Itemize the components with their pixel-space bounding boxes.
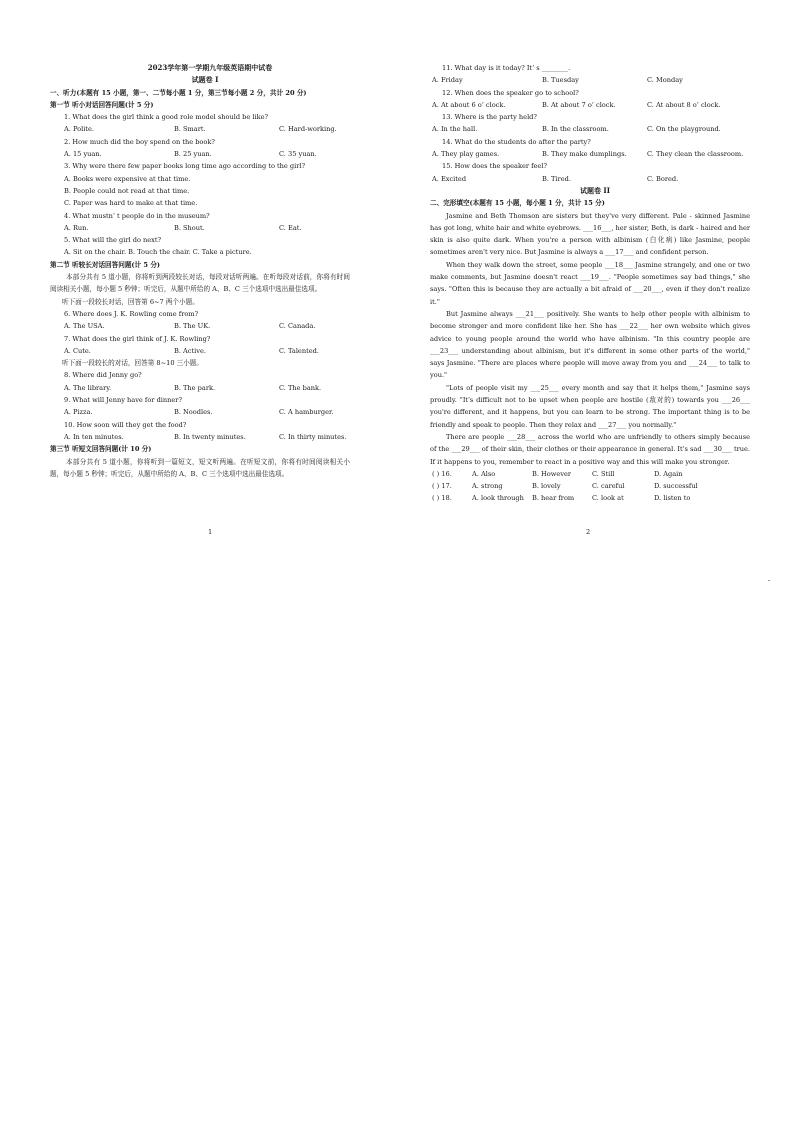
question-14-options: A. They play games. B. They make dumplings. C. They clean the classroom. (432, 150, 744, 159)
question-12-options: A. At about 6 o’ clock. B. At about 7 o’ clock. C. At about 8 o’ clock. (432, 100, 721, 109)
part2-heading: 二、完形填空(本题有 15 小题，每小题 1 分，共计 15 分) (430, 199, 605, 208)
section2-note-2: 听下面一段较长的对话，回答第 8~10 三小题。 (62, 359, 203, 368)
paper-title-1: 试题卷 I (191, 75, 219, 85)
cloze-paragraph-5: There are people ___28___ across the world who are unfriendly to others simply because of the ___29___ of their skin, their clothes or their appearance in general. It's sad ___30___ true. If it happens to you, remember to react in a positive way and this will make you stronger. (430, 432, 750, 466)
question-11: 11. What day is it today? It’ s ________. (442, 64, 571, 72)
question-14: 14. What do the students do after the party? (442, 137, 591, 146)
section3-description: 本部分共有 5 道小题，你将听到一篇短文，短文听两遍。在听短文前，你将有时间阅读相关小题，每小题 5 秒钟；听完后，从题中所给的 A、B、C 三个选项中选出最佳选项。 (50, 457, 350, 478)
page-number-2: 2 (586, 528, 591, 536)
paper-title-2: 试题卷 II (580, 185, 610, 195)
section1-heading: 第一节 听小对话回答问题(计 5 分) (50, 100, 154, 109)
question-15: 15. How does the speaker feel? (442, 162, 547, 171)
question-6: 6. Where does J. K. Rowling come from? (64, 309, 199, 318)
question-10: 10. How soon will they get the food? (64, 420, 187, 429)
question-3: 3. Why were there few paper books long time ago according to the girl? (64, 162, 306, 171)
choice-row-17: ( ) 17. A. strong B. lovely C. careful D. successful (432, 482, 698, 491)
cloze-paragraph-1: Jasmine and Beth Thomson are sisters but they've very different. Pale - skinned Jasmine has got long, white hair and white eyebrows. ___16___, her sister, Beth, is dark - haired and her skin is also quite dark. When you're a person with albinism (白化病) like Jasmine, people sometimes aren't very nice. But Jasmine is always a ___17___ and confident person. (430, 211, 750, 257)
question-1: 1. What does the girl think a good role model should be like? (64, 113, 269, 122)
question-5: 5. What will the girl do next? (64, 236, 162, 245)
question-3-option-c: C. Paper was hard to make at that time. (64, 199, 198, 208)
question-2: 2. How much did the boy spend on the book? (64, 137, 215, 146)
question-13: 13. Where is the party held? (442, 113, 537, 122)
exam-title: 2023学年第一学期九年级英语期中试卷 (147, 63, 273, 72)
question-1-options: A. Polite. B. Smart. C. Hard-working. (64, 125, 337, 134)
section2-heading: 第二节 听较长对话回答问题(计 5 分) (50, 260, 161, 269)
question-8: 8. Where did Jenny go? (64, 371, 142, 380)
question-4: 4. What mustn’ t people do in the museum? (64, 211, 210, 220)
question-9-options: A. Pizza. B. Noodles. C. A hamburger. (64, 408, 334, 417)
question-15-options: A. Excited B. Tired. C. Bored. (432, 174, 679, 183)
question-11-options: A. Friday B. Tuesday C. Monday (432, 76, 683, 85)
page-left (50, 62, 350, 480)
question-3-option-b: B. People could not read at that time. (64, 186, 190, 195)
question-7-options: A. Cute. B. Active. C. Talented. (64, 346, 319, 355)
cloze-paragraph-2: When they walk down the street, some people ___18___ Jasmine strangely, and one or two make comments, but Jasmine doesn't react ___19___. "People sometimes say bad things," she says. "Often this is because they are actually a bit afraid of ___20___, even if they don't realize it." (430, 260, 750, 306)
part1-heading: 一、听力(本题有 15 小题，第一、二节每小题 1 分，第三节每小题 2 分，共计 20 分) (50, 88, 307, 97)
question-4-options: A. Run. B. Shout. C. Eat. (64, 223, 302, 232)
question-6-options: A. The USA. B. The UK. C. Canada. (64, 322, 316, 331)
section2-note-1: 听下面一段较长对话，回答第 6~7 两个小题。 (62, 297, 199, 306)
section2-description: 本部分共有 5 道小题，你将听到两段较长对话，每段对话听两遍。在听每段对话前，你将有时间阅读相关小题，每小题 5 秒钟；听完后，从题中所给的 A、B、C 三个选项中选出最佳选项。 (50, 273, 350, 294)
choice-row-18: ( ) 18. A. look through B. hear from C. look at D. listen to (432, 494, 691, 503)
cloze-paragraph-3: But Jasmine always ___21___ positively. She wants to help other people with albinism to become stronger and more confident like her. She has ___22___ her own website which gives advice to young people around the world who have albinism. "In this country people are ___23___ understanding about albinism, but it's different in some other parts of the world," says Jasmine. "There are places where people will move away from you and ___24___ to talk to you." (430, 309, 750, 380)
question-5-options: A. Sit on the chair. B. Touch the chair. C. Take a picture. (64, 248, 252, 257)
page-number-1: 1 (208, 528, 213, 536)
question-8-options: A. The library. B. The park. C. The bank. (64, 383, 322, 392)
question-13-options: A. In the hall. B. In the classroom. C. On the playground. (432, 125, 721, 134)
question-2-options: A. 15 yuan. B. 25 yuan. C. 35 yuan. (64, 150, 317, 159)
question-12: 12. When does the speaker go to school? (442, 88, 579, 97)
choice-row-16: ( ) 16. A. Also B. However C. Still D. Again (432, 469, 683, 478)
section3-heading: 第三节 听短文回答问题(计 10 分) (50, 445, 152, 454)
question-3-option-a: A. Books were expensive at that time. (64, 174, 191, 183)
page-right (430, 62, 750, 505)
question-7: 7. What does the girl think of J. K. Rowling? (64, 334, 211, 343)
question-9: 9. What will Jenny have for dinner? (64, 396, 182, 405)
cloze-paragraph-4: "Lots of people visit my ___25___ every month and say that it helps them," Jasmine says proudly. "It's difficult not to be upset when people are hostile (敌对的) towards you ___26___ you're different, and it happens, but you can learn to be strong. The important thing is to be friendly and speak to people. Then they relax and ___27___ you normally." (430, 383, 750, 429)
question-10-options: A. In ten minutes. B. In twenty minutes. C. In thirty minutes. (64, 432, 347, 441)
scan-speck (768, 580, 770, 581)
